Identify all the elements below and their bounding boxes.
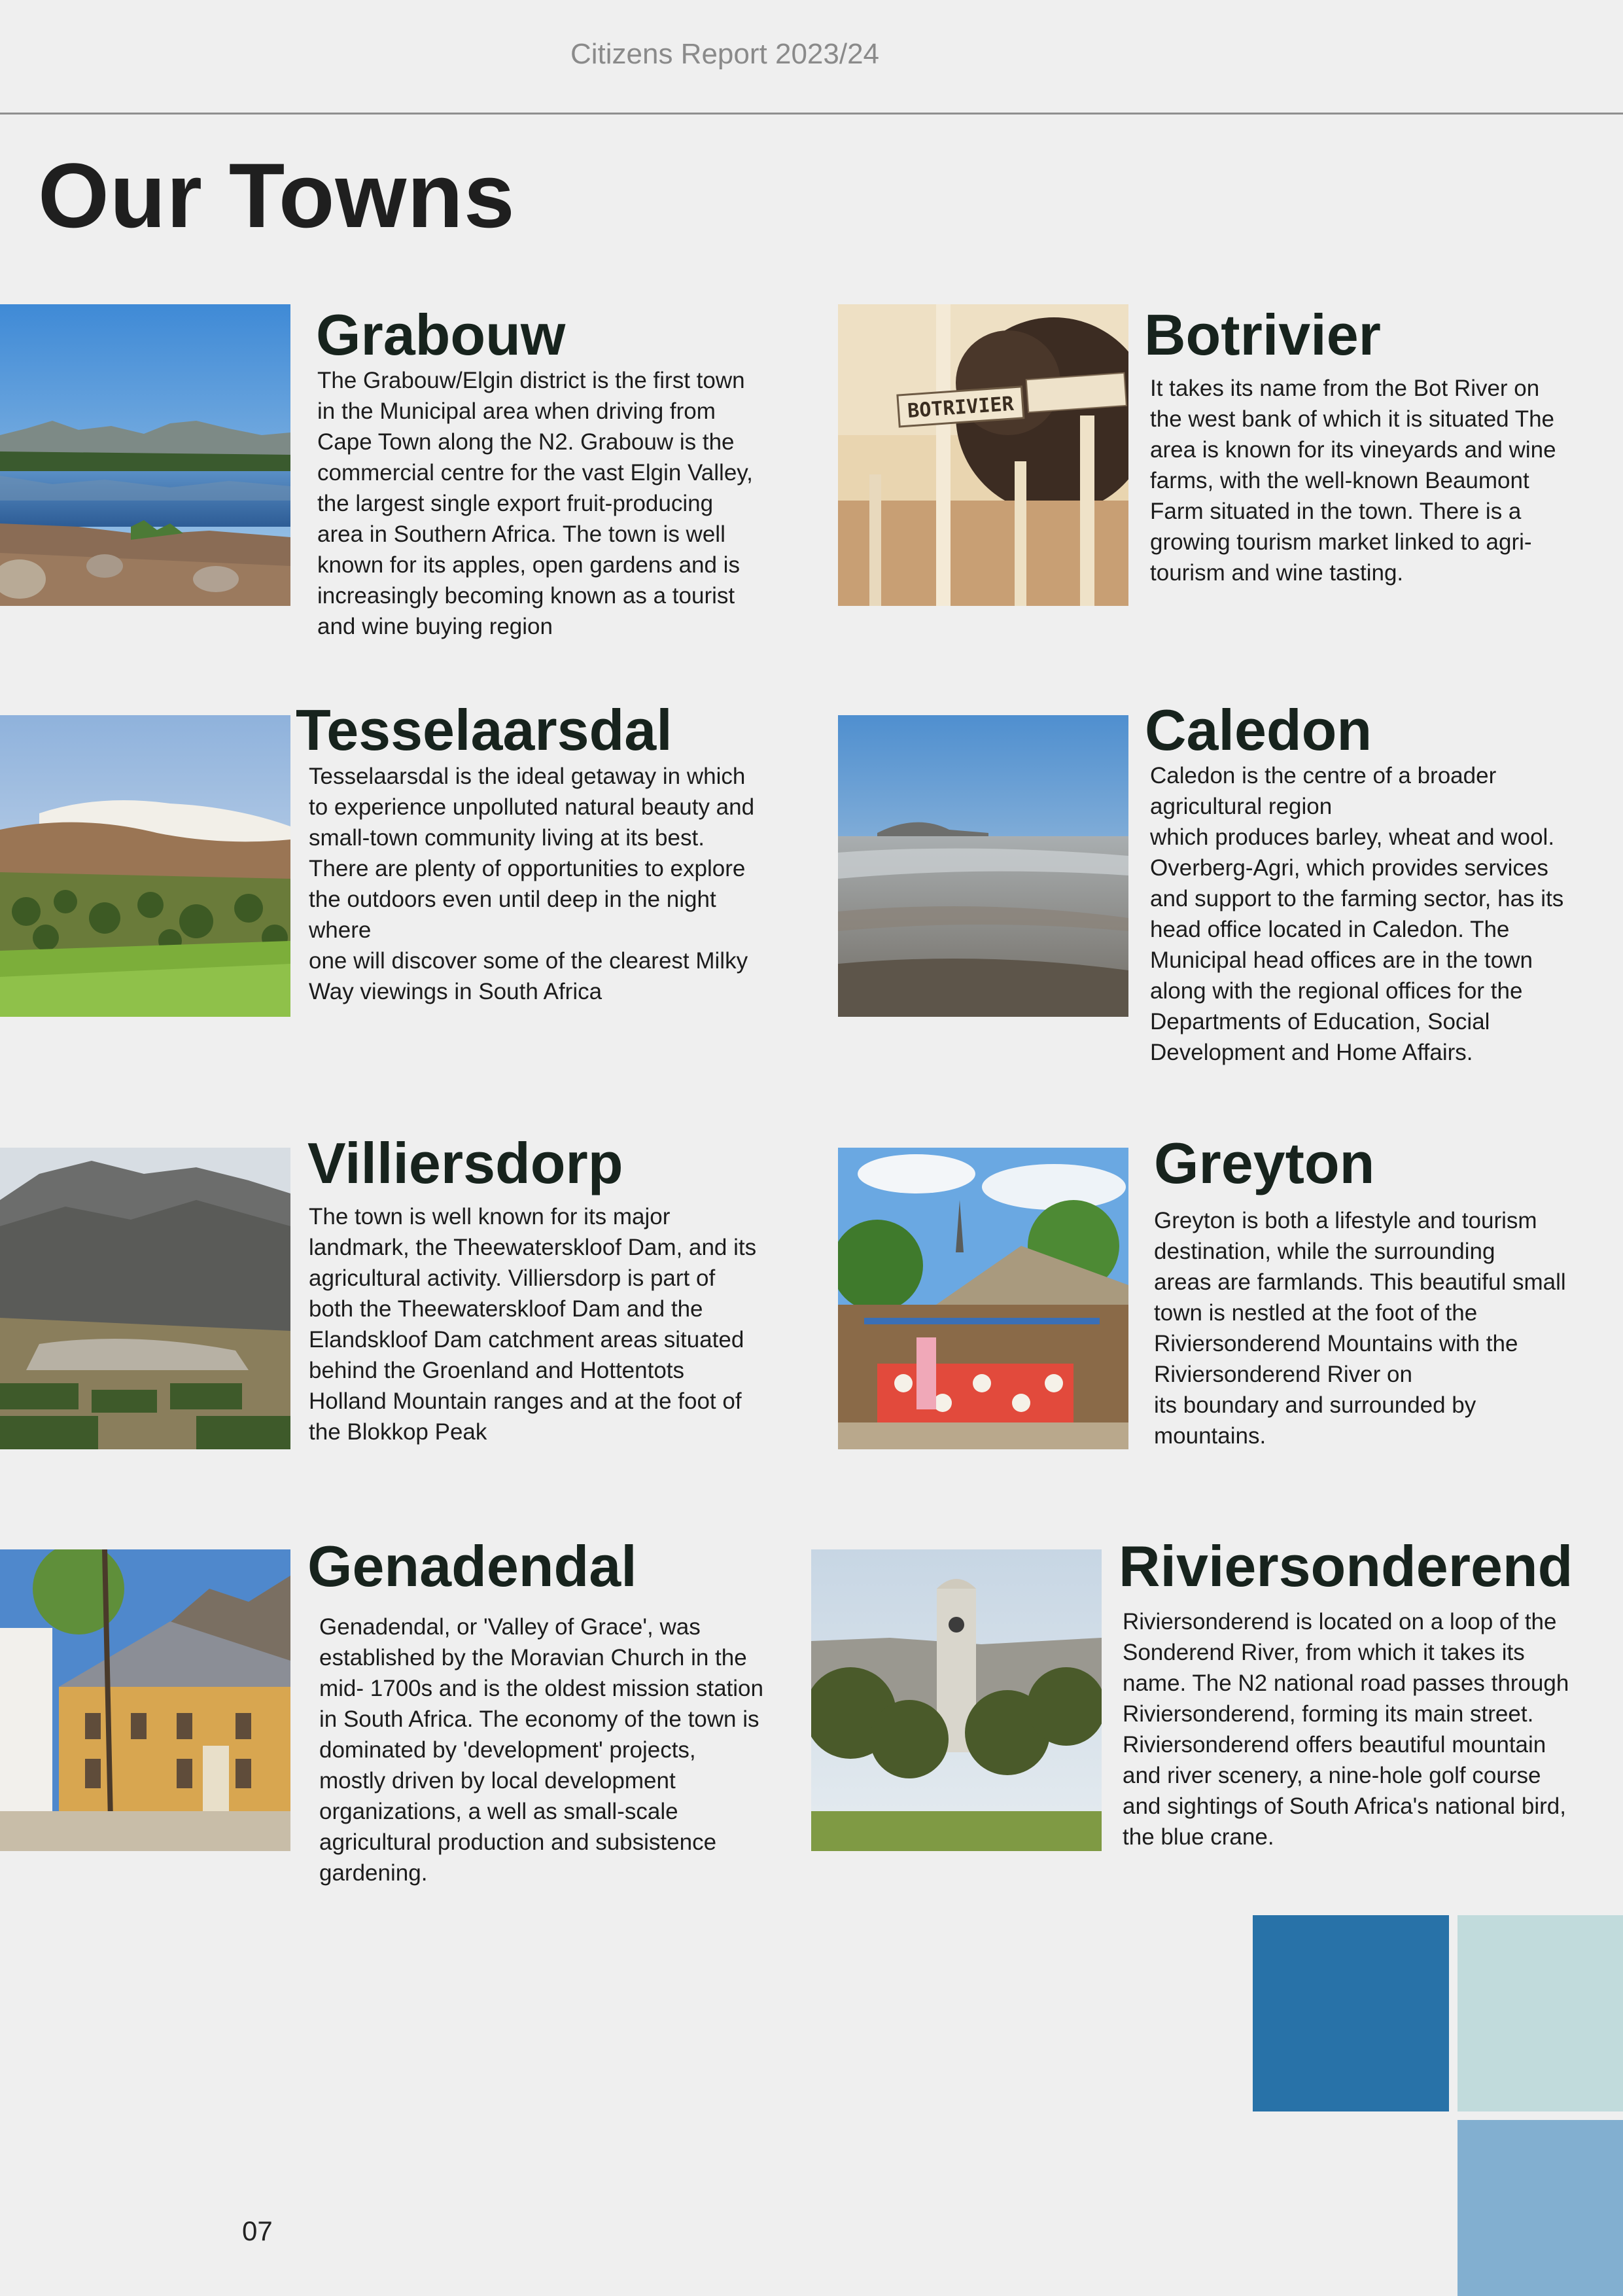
- greyton-photo: [838, 1148, 1128, 1449]
- town-description-tesselaarsdal: Tesselaarsdal is the ideal getaway in which to experience unpolluted natural beauty and small-town community living at its best. There are plenty of opportunities to explore the outdoors even until deep in the night where one will discover some of the clearest Milky Way viewings in South Africa: [309, 764, 755, 1004]
- town-name-riviersonderend: Riviersonderend: [1119, 1534, 1573, 1598]
- page-number: 07: [242, 2216, 273, 2246]
- town-name-greyton: Greyton: [1154, 1131, 1375, 1195]
- town-name-tesselaarsdal: Tesselaarsdal: [296, 698, 672, 762]
- header-title: Citizens Report 2023/24: [570, 38, 880, 70]
- town-description-villiersdorp: The town is well known for its major landmark, the Theewaterskloof Dam, and its agricultural activity. Villiersdorp is part of both the Theewaterskloof Dam and the Elandskloof Dam catchment areas situated behind the Groenland and Hottentots Holland Mountain ranges and at the foot of the Blokkop Peak: [309, 1204, 757, 1445]
- town-name-villiersdorp: Villiersdorp: [307, 1131, 623, 1195]
- town-name-caledon: Caledon: [1145, 698, 1372, 762]
- header-rule: [0, 113, 1623, 115]
- town-description-botrivier: It takes its name from the Bot River on the west bank of which it is situated The area is known for its vineyards and wine farms, with the well-known Beaumont Farm situated in the town. There is a growing tourism market linked to agri- tourism and wine tasting.: [1150, 376, 1556, 586]
- genadendal-photo: [0, 1549, 290, 1851]
- town-description-caledon: Caledon is the centre of a broader agricultural region which produces barley, wheat and wool. Overberg-Agri, which provides services and support to the farming sector, has its head office located in Caledon. The Municipal head offices are in the town along with the regional offices for the Departments of Education, Social Development and Home Affairs.: [1150, 763, 1564, 1065]
- riviersonderend-photo: [811, 1549, 1102, 1851]
- town-description-grabouw: The Grabouw/Elgin district is the first town in the Municipal area when driving from Cape Town along the N2. Grabouw is the commercial centre for the vast Elgin Valley, the largest single export fruit-producing area in Southern Africa. The town is well known for its apples, open gardens and is increasingly becoming known as a tourist and wine buying region: [317, 368, 753, 639]
- page-title: Our Towns: [38, 144, 515, 247]
- tesselaarsdal-photo: [0, 715, 290, 1017]
- town-description-greyton: Greyton is both a lifestyle and tourism destination, while the surrounding areas are farmlands. This beautiful small town is nestled at the foot of the Riviersonderend Mountains with the Riviersonderend River on its boundary and surrounded by mountains.: [1154, 1208, 1566, 1449]
- town-name-botrivier: Botrivier: [1144, 302, 1381, 367]
- town-name-grabouw: Grabouw: [316, 302, 566, 367]
- botrivier-photo: [838, 304, 1128, 606]
- villiersdorp-photo: [0, 1148, 290, 1449]
- caledon-photo: [838, 715, 1128, 1017]
- town-description-genadendal: Genadendal, or 'Valley of Grace', was established by the Moravian Church in the mid- 1700s and is the oldest mission station in South Africa. The economy of the town is dominated by 'development' projects, mostly driven by local development organizations, a well as small-scale agricultural production and subsistence gardening.: [319, 1614, 763, 1886]
- botrivier-sign-text: BOTRIVIER: [907, 392, 1015, 423]
- grabouw-photo: [0, 304, 290, 606]
- town-description-riviersonderend: Riviersonderend is located on a loop of the Sonderend River, from which it takes its name. The N2 national road passes through Riviersonderend, forming its main street. Riviersonderend offers beautiful mountain and river scenery, a nine-hole golf course and sightings of South Africa's national bird, the blue crane.: [1123, 1609, 1569, 1850]
- town-name-genadendal: Genadendal: [307, 1534, 637, 1598]
- decor-square-dark-blue: [1253, 1915, 1449, 2111]
- decor-square-mid-blue: [1457, 2120, 1623, 2296]
- decor-square-pale-teal: [1457, 1915, 1623, 2111]
